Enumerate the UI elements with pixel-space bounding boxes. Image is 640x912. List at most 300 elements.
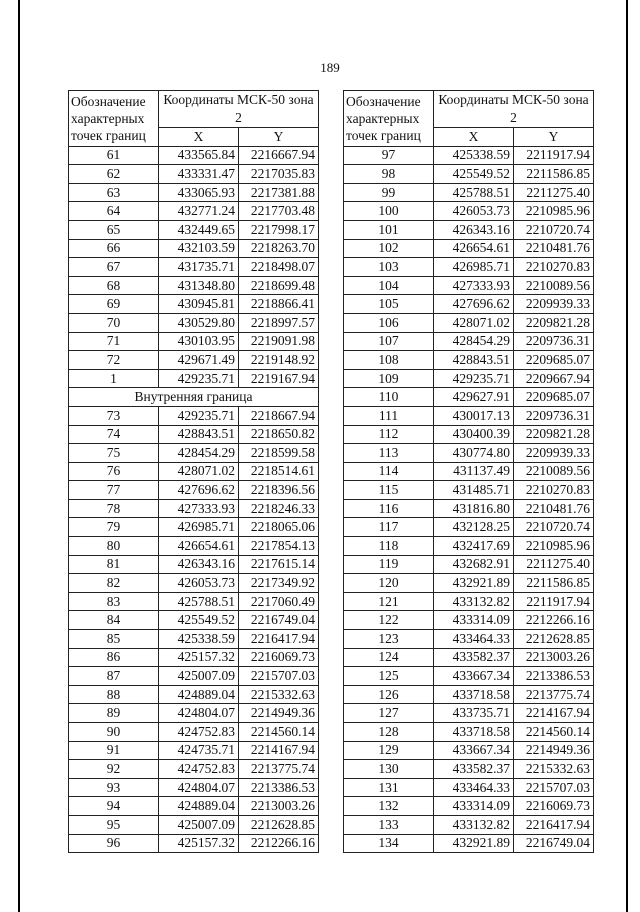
x-coordinate-cell: 433331.47 — [159, 165, 239, 184]
point-id-cell: 61 — [69, 146, 159, 165]
x-coordinate-cell: 433464.33 — [434, 778, 514, 797]
y-coordinate-cell: 2213003.26 — [514, 648, 594, 667]
table-row — [69, 760, 319, 779]
point-id-cell: 118 — [344, 537, 434, 556]
point-id-cell: 106 — [344, 313, 434, 332]
point-id-cell: 105 — [344, 295, 434, 314]
table-row — [69, 630, 319, 649]
y-coordinate-cell: 2218263.70 — [239, 239, 319, 258]
point-id-cell: 87 — [69, 667, 159, 686]
x-coordinate-cell: 425549.52 — [434, 165, 514, 184]
point-id-cell: 86 — [69, 648, 159, 667]
point-id-cell: 108 — [344, 351, 434, 370]
x-coordinate-cell: 426654.61 — [434, 239, 514, 258]
x-coordinate-cell: 433667.34 — [434, 667, 514, 686]
x-coordinate-cell: 431735.71 — [159, 258, 239, 277]
y-coordinate-cell: 2209821.28 — [514, 425, 594, 444]
table-row — [69, 648, 319, 667]
table-row — [69, 667, 319, 686]
y-coordinate-cell: 2209667.94 — [514, 369, 594, 388]
table-row — [69, 499, 319, 518]
x-coordinate-cell: 432682.91 — [434, 555, 514, 574]
y-coordinate-cell: 2211917.94 — [514, 592, 594, 611]
table-row — [344, 388, 594, 407]
table-row — [344, 685, 594, 704]
x-coordinate-cell: 425549.52 — [159, 611, 239, 630]
x-coordinate-cell: 432128.25 — [434, 518, 514, 537]
point-id-cell: 129 — [344, 741, 434, 760]
x-coordinate-cell: 425788.51 — [434, 183, 514, 202]
point-id-cell: 68 — [69, 276, 159, 295]
y-coordinate-cell: 2218699.48 — [239, 276, 319, 295]
point-id-cell: 73 — [69, 406, 159, 425]
point-id-cell: 76 — [69, 462, 159, 481]
y-coordinate-cell: 2218866.41 — [239, 295, 319, 314]
y-coordinate-cell: 2211275.40 — [514, 555, 594, 574]
point-id-cell: 77 — [69, 481, 159, 500]
point-id-cell: 100 — [344, 202, 434, 221]
table-row — [344, 295, 594, 314]
header-point-name: Обозначение характерных точек границ — [344, 91, 434, 147]
y-coordinate-cell: 2217381.88 — [239, 183, 319, 202]
point-id-cell: 127 — [344, 704, 434, 723]
table-row — [69, 685, 319, 704]
y-coordinate-cell: 2213775.74 — [514, 685, 594, 704]
y-coordinate-cell: 2216417.94 — [514, 815, 594, 834]
table-row — [344, 369, 594, 388]
point-id-cell: 67 — [69, 258, 159, 277]
point-id-cell: 99 — [344, 183, 434, 202]
x-coordinate-cell: 433735.71 — [434, 704, 514, 723]
y-coordinate-cell: 2210089.56 — [514, 462, 594, 481]
point-id-cell: 88 — [69, 685, 159, 704]
table-row — [344, 332, 594, 351]
y-coordinate-cell: 2211586.85 — [514, 574, 594, 593]
point-id-cell: 75 — [69, 444, 159, 463]
y-coordinate-cell: 2218599.58 — [239, 444, 319, 463]
table-row — [69, 481, 319, 500]
y-coordinate-cell: 2215707.03 — [239, 667, 319, 686]
header-x: X — [434, 128, 514, 147]
x-coordinate-cell: 428071.02 — [159, 462, 239, 481]
point-id-cell: 65 — [69, 220, 159, 239]
y-coordinate-cell: 2218246.33 — [239, 499, 319, 518]
coordinates-table-right — [343, 90, 594, 853]
point-id-cell: 1 — [69, 369, 159, 388]
x-coordinate-cell: 425007.09 — [159, 667, 239, 686]
x-coordinate-cell: 433464.33 — [434, 630, 514, 649]
y-coordinate-cell: 2210270.83 — [514, 258, 594, 277]
x-coordinate-cell: 431137.49 — [434, 462, 514, 481]
x-coordinate-cell: 426985.71 — [159, 518, 239, 537]
table-row — [69, 351, 319, 370]
x-coordinate-cell: 428454.29 — [434, 332, 514, 351]
y-coordinate-cell: 2210481.76 — [514, 499, 594, 518]
table-row — [344, 778, 594, 797]
y-coordinate-cell: 2209685.07 — [514, 351, 594, 370]
y-coordinate-cell: 2212266.16 — [514, 611, 594, 630]
y-coordinate-cell: 2211917.94 — [514, 146, 594, 165]
table-row — [344, 481, 594, 500]
y-coordinate-cell: 2216667.94 — [239, 146, 319, 165]
x-coordinate-cell: 430774.80 — [434, 444, 514, 463]
point-id-cell: 131 — [344, 778, 434, 797]
point-id-cell: 115 — [344, 481, 434, 500]
header-point-name: Обозначение характерных точек границ — [69, 91, 159, 147]
x-coordinate-cell: 429235.71 — [434, 369, 514, 388]
header-y: Y — [239, 128, 319, 147]
y-coordinate-cell: 2216069.73 — [239, 648, 319, 667]
header-x: X — [159, 128, 239, 147]
table-row — [344, 425, 594, 444]
x-coordinate-cell: 426985.71 — [434, 258, 514, 277]
x-coordinate-cell: 426654.61 — [159, 537, 239, 556]
point-id-cell: 90 — [69, 723, 159, 742]
x-coordinate-cell: 433582.37 — [434, 648, 514, 667]
table-row — [69, 258, 319, 277]
y-coordinate-cell: 2210985.96 — [514, 202, 594, 221]
table-row — [344, 815, 594, 834]
x-coordinate-cell: 433565.84 — [159, 146, 239, 165]
x-coordinate-cell: 425338.59 — [434, 146, 514, 165]
page-number: 189 — [320, 60, 340, 75]
x-coordinate-cell: 433718.58 — [434, 685, 514, 704]
x-coordinate-cell: 433314.09 — [434, 797, 514, 816]
x-coordinate-cell: 424735.71 — [159, 741, 239, 760]
x-coordinate-cell: 425157.32 — [159, 834, 239, 853]
y-coordinate-cell: 2212628.85 — [514, 630, 594, 649]
y-coordinate-cell: 2209736.31 — [514, 406, 594, 425]
y-coordinate-cell: 2215332.63 — [239, 685, 319, 704]
y-coordinate-cell: 2217615.14 — [239, 555, 319, 574]
table-row — [69, 165, 319, 184]
y-coordinate-cell: 2214949.36 — [239, 704, 319, 723]
point-id-cell: 119 — [344, 555, 434, 574]
x-coordinate-cell: 425157.32 — [159, 648, 239, 667]
y-coordinate-cell: 2218498.07 — [239, 258, 319, 277]
point-id-cell: 125 — [344, 667, 434, 686]
x-coordinate-cell: 426053.73 — [434, 202, 514, 221]
x-coordinate-cell: 426343.16 — [159, 555, 239, 574]
x-coordinate-cell: 431348.80 — [159, 276, 239, 295]
y-coordinate-cell: 2214949.36 — [514, 741, 594, 760]
scan-border-right — [626, 0, 628, 912]
table-row — [69, 276, 319, 295]
x-coordinate-cell: 424889.04 — [159, 685, 239, 704]
y-coordinate-cell: 2217854.13 — [239, 537, 319, 556]
point-id-cell: 89 — [69, 704, 159, 723]
table-row — [69, 220, 319, 239]
x-coordinate-cell: 429627.91 — [434, 388, 514, 407]
x-coordinate-cell: 425007.09 — [159, 815, 239, 834]
point-id-cell: 116 — [344, 499, 434, 518]
x-coordinate-cell: 426343.16 — [434, 220, 514, 239]
table-row — [344, 723, 594, 742]
table-row — [69, 425, 319, 444]
x-coordinate-cell: 424804.07 — [159, 778, 239, 797]
y-coordinate-cell: 2215332.63 — [514, 760, 594, 779]
point-id-cell: 111 — [344, 406, 434, 425]
table-row — [344, 313, 594, 332]
point-id-cell: 98 — [344, 165, 434, 184]
point-id-cell: 94 — [69, 797, 159, 816]
coordinates-table-left — [68, 90, 319, 853]
table-row — [344, 499, 594, 518]
y-coordinate-cell: 2217998.17 — [239, 220, 319, 239]
table-row — [69, 574, 319, 593]
point-id-cell: 93 — [69, 778, 159, 797]
point-id-cell: 71 — [69, 332, 159, 351]
y-coordinate-cell: 2216069.73 — [514, 797, 594, 816]
x-coordinate-cell: 432449.65 — [159, 220, 239, 239]
point-id-cell: 128 — [344, 723, 434, 742]
y-coordinate-cell: 2216749.04 — [514, 834, 594, 853]
y-coordinate-cell: 2214167.94 — [514, 704, 594, 723]
table-row — [69, 518, 319, 537]
y-coordinate-cell: 2213003.26 — [239, 797, 319, 816]
y-coordinate-cell: 2213386.53 — [514, 667, 594, 686]
header-y: Y — [514, 128, 594, 147]
y-coordinate-cell: 2211586.85 — [514, 165, 594, 184]
y-coordinate-cell: 2218667.94 — [239, 406, 319, 425]
table-row — [344, 183, 594, 202]
table-row — [69, 369, 319, 388]
table-row — [69, 295, 319, 314]
x-coordinate-cell: 427696.62 — [159, 481, 239, 500]
y-coordinate-cell: 2210720.74 — [514, 220, 594, 239]
y-coordinate-cell: 2219091.98 — [239, 332, 319, 351]
table-row — [344, 351, 594, 370]
x-coordinate-cell: 430400.39 — [434, 425, 514, 444]
x-coordinate-cell: 432921.89 — [434, 834, 514, 853]
table-row — [69, 778, 319, 797]
y-coordinate-cell: 2216417.94 — [239, 630, 319, 649]
x-coordinate-cell: 429235.71 — [159, 406, 239, 425]
y-coordinate-cell: 2210481.76 — [514, 239, 594, 258]
point-id-cell: 103 — [344, 258, 434, 277]
y-coordinate-cell: 2217035.83 — [239, 165, 319, 184]
table-row — [344, 760, 594, 779]
header-coordinates: Координаты МСК-50 зона 2 — [434, 91, 594, 128]
point-id-cell: 66 — [69, 239, 159, 258]
point-id-cell: 85 — [69, 630, 159, 649]
table-row — [69, 202, 319, 221]
table-row — [344, 518, 594, 537]
table-row — [69, 611, 319, 630]
table-row — [69, 741, 319, 760]
table-row — [344, 462, 594, 481]
x-coordinate-cell: 425788.51 — [159, 592, 239, 611]
x-coordinate-cell: 433718.58 — [434, 723, 514, 742]
table-row — [344, 444, 594, 463]
y-coordinate-cell: 2214167.94 — [239, 741, 319, 760]
point-id-cell: 81 — [69, 555, 159, 574]
table-row — [344, 220, 594, 239]
x-coordinate-cell: 428071.02 — [434, 313, 514, 332]
x-coordinate-cell: 429671.49 — [159, 351, 239, 370]
x-coordinate-cell: 432103.59 — [159, 239, 239, 258]
point-id-cell: 114 — [344, 462, 434, 481]
y-coordinate-cell: 2212628.85 — [239, 815, 319, 834]
point-id-cell: 109 — [344, 369, 434, 388]
y-coordinate-cell: 2218997.57 — [239, 313, 319, 332]
x-coordinate-cell: 427333.93 — [159, 499, 239, 518]
table-row — [69, 815, 319, 834]
point-id-cell: 107 — [344, 332, 434, 351]
x-coordinate-cell: 424889.04 — [159, 797, 239, 816]
y-coordinate-cell: 2218065.06 — [239, 518, 319, 537]
table-row — [344, 146, 594, 165]
point-id-cell: 120 — [344, 574, 434, 593]
point-id-cell: 124 — [344, 648, 434, 667]
point-id-cell: 130 — [344, 760, 434, 779]
x-coordinate-cell: 427333.93 — [434, 276, 514, 295]
table-row — [69, 704, 319, 723]
table-row — [69, 592, 319, 611]
table-row — [344, 611, 594, 630]
point-id-cell: 91 — [69, 741, 159, 760]
x-coordinate-cell: 424752.83 — [159, 760, 239, 779]
x-coordinate-cell: 432921.89 — [434, 574, 514, 593]
table-row — [344, 555, 594, 574]
point-id-cell: 123 — [344, 630, 434, 649]
table-row — [69, 723, 319, 742]
y-coordinate-cell: 2209736.31 — [514, 332, 594, 351]
table-row — [69, 406, 319, 425]
table-row — [69, 239, 319, 258]
table-row — [344, 648, 594, 667]
x-coordinate-cell: 433667.34 — [434, 741, 514, 760]
point-id-cell: 97 — [344, 146, 434, 165]
y-coordinate-cell: 2217060.49 — [239, 592, 319, 611]
point-id-cell: 63 — [69, 183, 159, 202]
table-row — [344, 797, 594, 816]
y-coordinate-cell: 2209939.33 — [514, 295, 594, 314]
table-row — [344, 704, 594, 723]
y-coordinate-cell: 2210089.56 — [514, 276, 594, 295]
x-coordinate-cell: 428843.51 — [434, 351, 514, 370]
x-coordinate-cell: 431816.80 — [434, 499, 514, 518]
y-coordinate-cell: 2218396.56 — [239, 481, 319, 500]
y-coordinate-cell: 2218514.61 — [239, 462, 319, 481]
table-row — [69, 834, 319, 853]
point-id-cell: 62 — [69, 165, 159, 184]
table-row — [344, 537, 594, 556]
scan-border-left — [18, 0, 20, 912]
x-coordinate-cell: 428454.29 — [159, 444, 239, 463]
y-coordinate-cell: 2214560.14 — [239, 723, 319, 742]
y-coordinate-cell: 2215707.03 — [514, 778, 594, 797]
point-id-cell: 96 — [69, 834, 159, 853]
y-coordinate-cell: 2217349.92 — [239, 574, 319, 593]
table-body-left — [69, 146, 319, 853]
point-id-cell: 83 — [69, 592, 159, 611]
table-row — [69, 332, 319, 351]
x-coordinate-cell: 430945.81 — [159, 295, 239, 314]
x-coordinate-cell: 431485.71 — [434, 481, 514, 500]
table-row — [69, 183, 319, 202]
point-id-cell: 133 — [344, 815, 434, 834]
table-row — [69, 555, 319, 574]
table-row — [344, 239, 594, 258]
point-id-cell: 121 — [344, 592, 434, 611]
table-row — [344, 406, 594, 425]
y-coordinate-cell: 2209939.33 — [514, 444, 594, 463]
x-coordinate-cell: 433132.82 — [434, 815, 514, 834]
point-id-cell: 126 — [344, 685, 434, 704]
point-id-cell: 79 — [69, 518, 159, 537]
point-id-cell: 72 — [69, 351, 159, 370]
y-coordinate-cell: 2209821.28 — [514, 313, 594, 332]
x-coordinate-cell: 425338.59 — [159, 630, 239, 649]
y-coordinate-cell: 2210720.74 — [514, 518, 594, 537]
point-id-cell: 104 — [344, 276, 434, 295]
table-row — [344, 165, 594, 184]
table-row — [344, 276, 594, 295]
point-id-cell: 74 — [69, 425, 159, 444]
table-row — [69, 797, 319, 816]
point-id-cell: 132 — [344, 797, 434, 816]
table-row — [344, 258, 594, 277]
point-id-cell: 64 — [69, 202, 159, 221]
y-coordinate-cell: 2210985.96 — [514, 537, 594, 556]
y-coordinate-cell: 2210270.83 — [514, 481, 594, 500]
table-row — [69, 537, 319, 556]
header-coordinates: Координаты МСК-50 зона 2 — [159, 91, 319, 128]
x-coordinate-cell: 424752.83 — [159, 723, 239, 742]
table-row — [344, 667, 594, 686]
table-row — [344, 574, 594, 593]
x-coordinate-cell: 433132.82 — [434, 592, 514, 611]
point-id-cell: 80 — [69, 537, 159, 556]
point-id-cell: 113 — [344, 444, 434, 463]
table-body-right — [344, 146, 594, 853]
y-coordinate-cell: 2211275.40 — [514, 183, 594, 202]
point-id-cell: 69 — [69, 295, 159, 314]
x-coordinate-cell: 430103.95 — [159, 332, 239, 351]
table-row — [69, 444, 319, 463]
point-id-cell: 84 — [69, 611, 159, 630]
point-id-cell: 82 — [69, 574, 159, 593]
y-coordinate-cell: 2217703.48 — [239, 202, 319, 221]
table-row — [69, 313, 319, 332]
table-row — [69, 462, 319, 481]
point-id-cell: 110 — [344, 388, 434, 407]
point-id-cell: 117 — [344, 518, 434, 537]
y-coordinate-cell: 2219148.92 — [239, 351, 319, 370]
section-row — [69, 388, 319, 407]
x-coordinate-cell: 424804.07 — [159, 704, 239, 723]
point-id-cell: 112 — [344, 425, 434, 444]
point-id-cell: 92 — [69, 760, 159, 779]
point-id-cell: 102 — [344, 239, 434, 258]
point-id-cell: 78 — [69, 499, 159, 518]
table-row — [344, 834, 594, 853]
x-coordinate-cell: 427696.62 — [434, 295, 514, 314]
point-id-cell: 70 — [69, 313, 159, 332]
x-coordinate-cell: 428843.51 — [159, 425, 239, 444]
y-coordinate-cell: 2212266.16 — [239, 834, 319, 853]
x-coordinate-cell: 426053.73 — [159, 574, 239, 593]
y-coordinate-cell: 2213775.74 — [239, 760, 319, 779]
point-id-cell: 134 — [344, 834, 434, 853]
x-coordinate-cell: 432417.69 — [434, 537, 514, 556]
x-coordinate-cell: 433582.37 — [434, 760, 514, 779]
point-id-cell: 122 — [344, 611, 434, 630]
y-coordinate-cell: 2213386.53 — [239, 778, 319, 797]
table-row — [344, 202, 594, 221]
table-row — [344, 592, 594, 611]
